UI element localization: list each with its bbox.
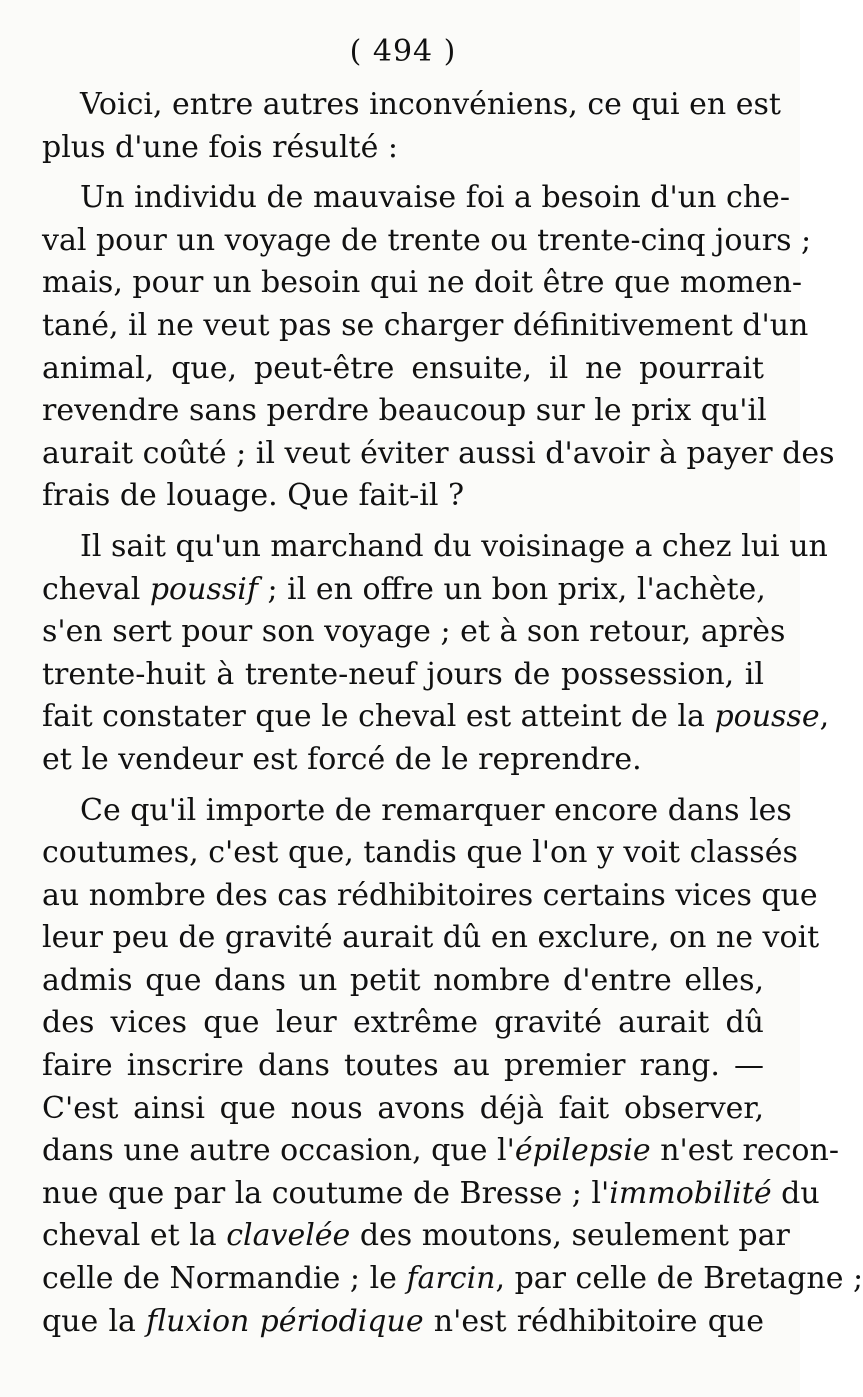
text-line: et le vendeur est forcé de le reprendre.	[42, 741, 642, 777]
text-segment: ; il en offre un bon prix, l'achète,	[257, 571, 766, 607]
text-line: plus d'une fois résulté :	[42, 129, 398, 165]
text-segment: nue que par la coutume de Bresse ; l'	[42, 1175, 610, 1211]
text-line: au nombre des cas rédhibitoires certains vices que	[42, 877, 818, 913]
text-line: faire inscrire dans toutes au premier rang. —	[42, 1048, 764, 1084]
text-line: mais, pour un besoin qui ne doit être que momen-	[42, 265, 803, 301]
text-line: C'est ainsi que nous avons déjà fait observer,	[42, 1090, 764, 1126]
text-line: Il sait qu'un marchand du voisinage a chez lui un	[80, 528, 828, 564]
italic-term: immobilité	[609, 1175, 772, 1211]
text-segment: ,	[819, 699, 830, 735]
text-line: animal, que, peut-être ensuite, il ne pourrait	[42, 350, 764, 386]
text-segment: n'est rédhibitoire que	[423, 1303, 764, 1339]
italic-term: farcin	[406, 1261, 496, 1297]
text-segment: , par celle de Bretagne ;	[495, 1261, 863, 1297]
text-line	[42, 1258, 863, 1301]
italic-term: poussif	[149, 571, 258, 607]
text-line: s'en sert pour son voyage ; et à son retour, après	[42, 614, 786, 650]
text-segment: cheval et la	[42, 1218, 227, 1254]
text-line: Ce qu'il importe de remarquer encore dans les	[80, 792, 792, 828]
paragraph-1	[42, 84, 781, 169]
text-line	[42, 1215, 790, 1258]
page-number: ( 494 )	[349, 34, 457, 69]
text-line: trente-huit à trente-neuf jours de possession, il	[42, 656, 764, 692]
text-line	[42, 1173, 820, 1216]
text-segment: cheval	[42, 571, 150, 607]
text-segment: du	[771, 1175, 820, 1211]
italic-term: épilepsie	[514, 1133, 651, 1169]
text-line: tané, il ne veut pas se charger définitivement d'un	[42, 307, 809, 343]
paragraph-3	[42, 526, 830, 782]
text-segment: celle de Normandie ; le	[42, 1261, 407, 1297]
paragraph-2	[42, 177, 835, 518]
text-line: coutumes, c'est que, tandis que l'on y voit classés	[42, 835, 798, 871]
text-line: admis que dans un petit nombre d'entre elles,	[42, 962, 764, 998]
text-line: frais de louage. Que fait-il ?	[42, 478, 465, 514]
text-line: aurait coûté ; il veut éviter aussi d'avoir à payer des	[42, 435, 835, 471]
text-line: Un individu de mauvaise foi a besoin d'un che-	[80, 180, 790, 216]
text-segment: que la	[42, 1303, 147, 1339]
text-segment: fait constater que le cheval est atteint de la	[42, 699, 715, 735]
text-line	[42, 696, 830, 739]
paragraph-4	[42, 790, 863, 1344]
italic-term: fluxion périodique	[146, 1303, 424, 1339]
italic-term: clavelée	[226, 1218, 351, 1254]
text-line: Voici, entre autres inconvéniens, ce qui en est	[80, 87, 781, 122]
text-segment: des moutons, seulement par	[350, 1218, 790, 1254]
text-line: des vices que leur extrême gravité aurait dû	[42, 1005, 764, 1041]
text-line	[42, 1130, 839, 1173]
text-line: revendre sans perdre beaucoup sur le prix qu'il	[42, 393, 767, 429]
text-line	[42, 569, 764, 612]
text-segment: dans une autre occasion, que l'	[42, 1133, 515, 1169]
text-segment: n'est recon-	[650, 1133, 839, 1169]
italic-term: pousse	[714, 699, 820, 735]
text-line: leur peu de gravité aurait dû en exclure, on ne voit	[42, 920, 820, 956]
text-line: val pour un voyage de trente ou trente-cinq jours ;	[42, 222, 812, 258]
text-line	[42, 1301, 764, 1344]
